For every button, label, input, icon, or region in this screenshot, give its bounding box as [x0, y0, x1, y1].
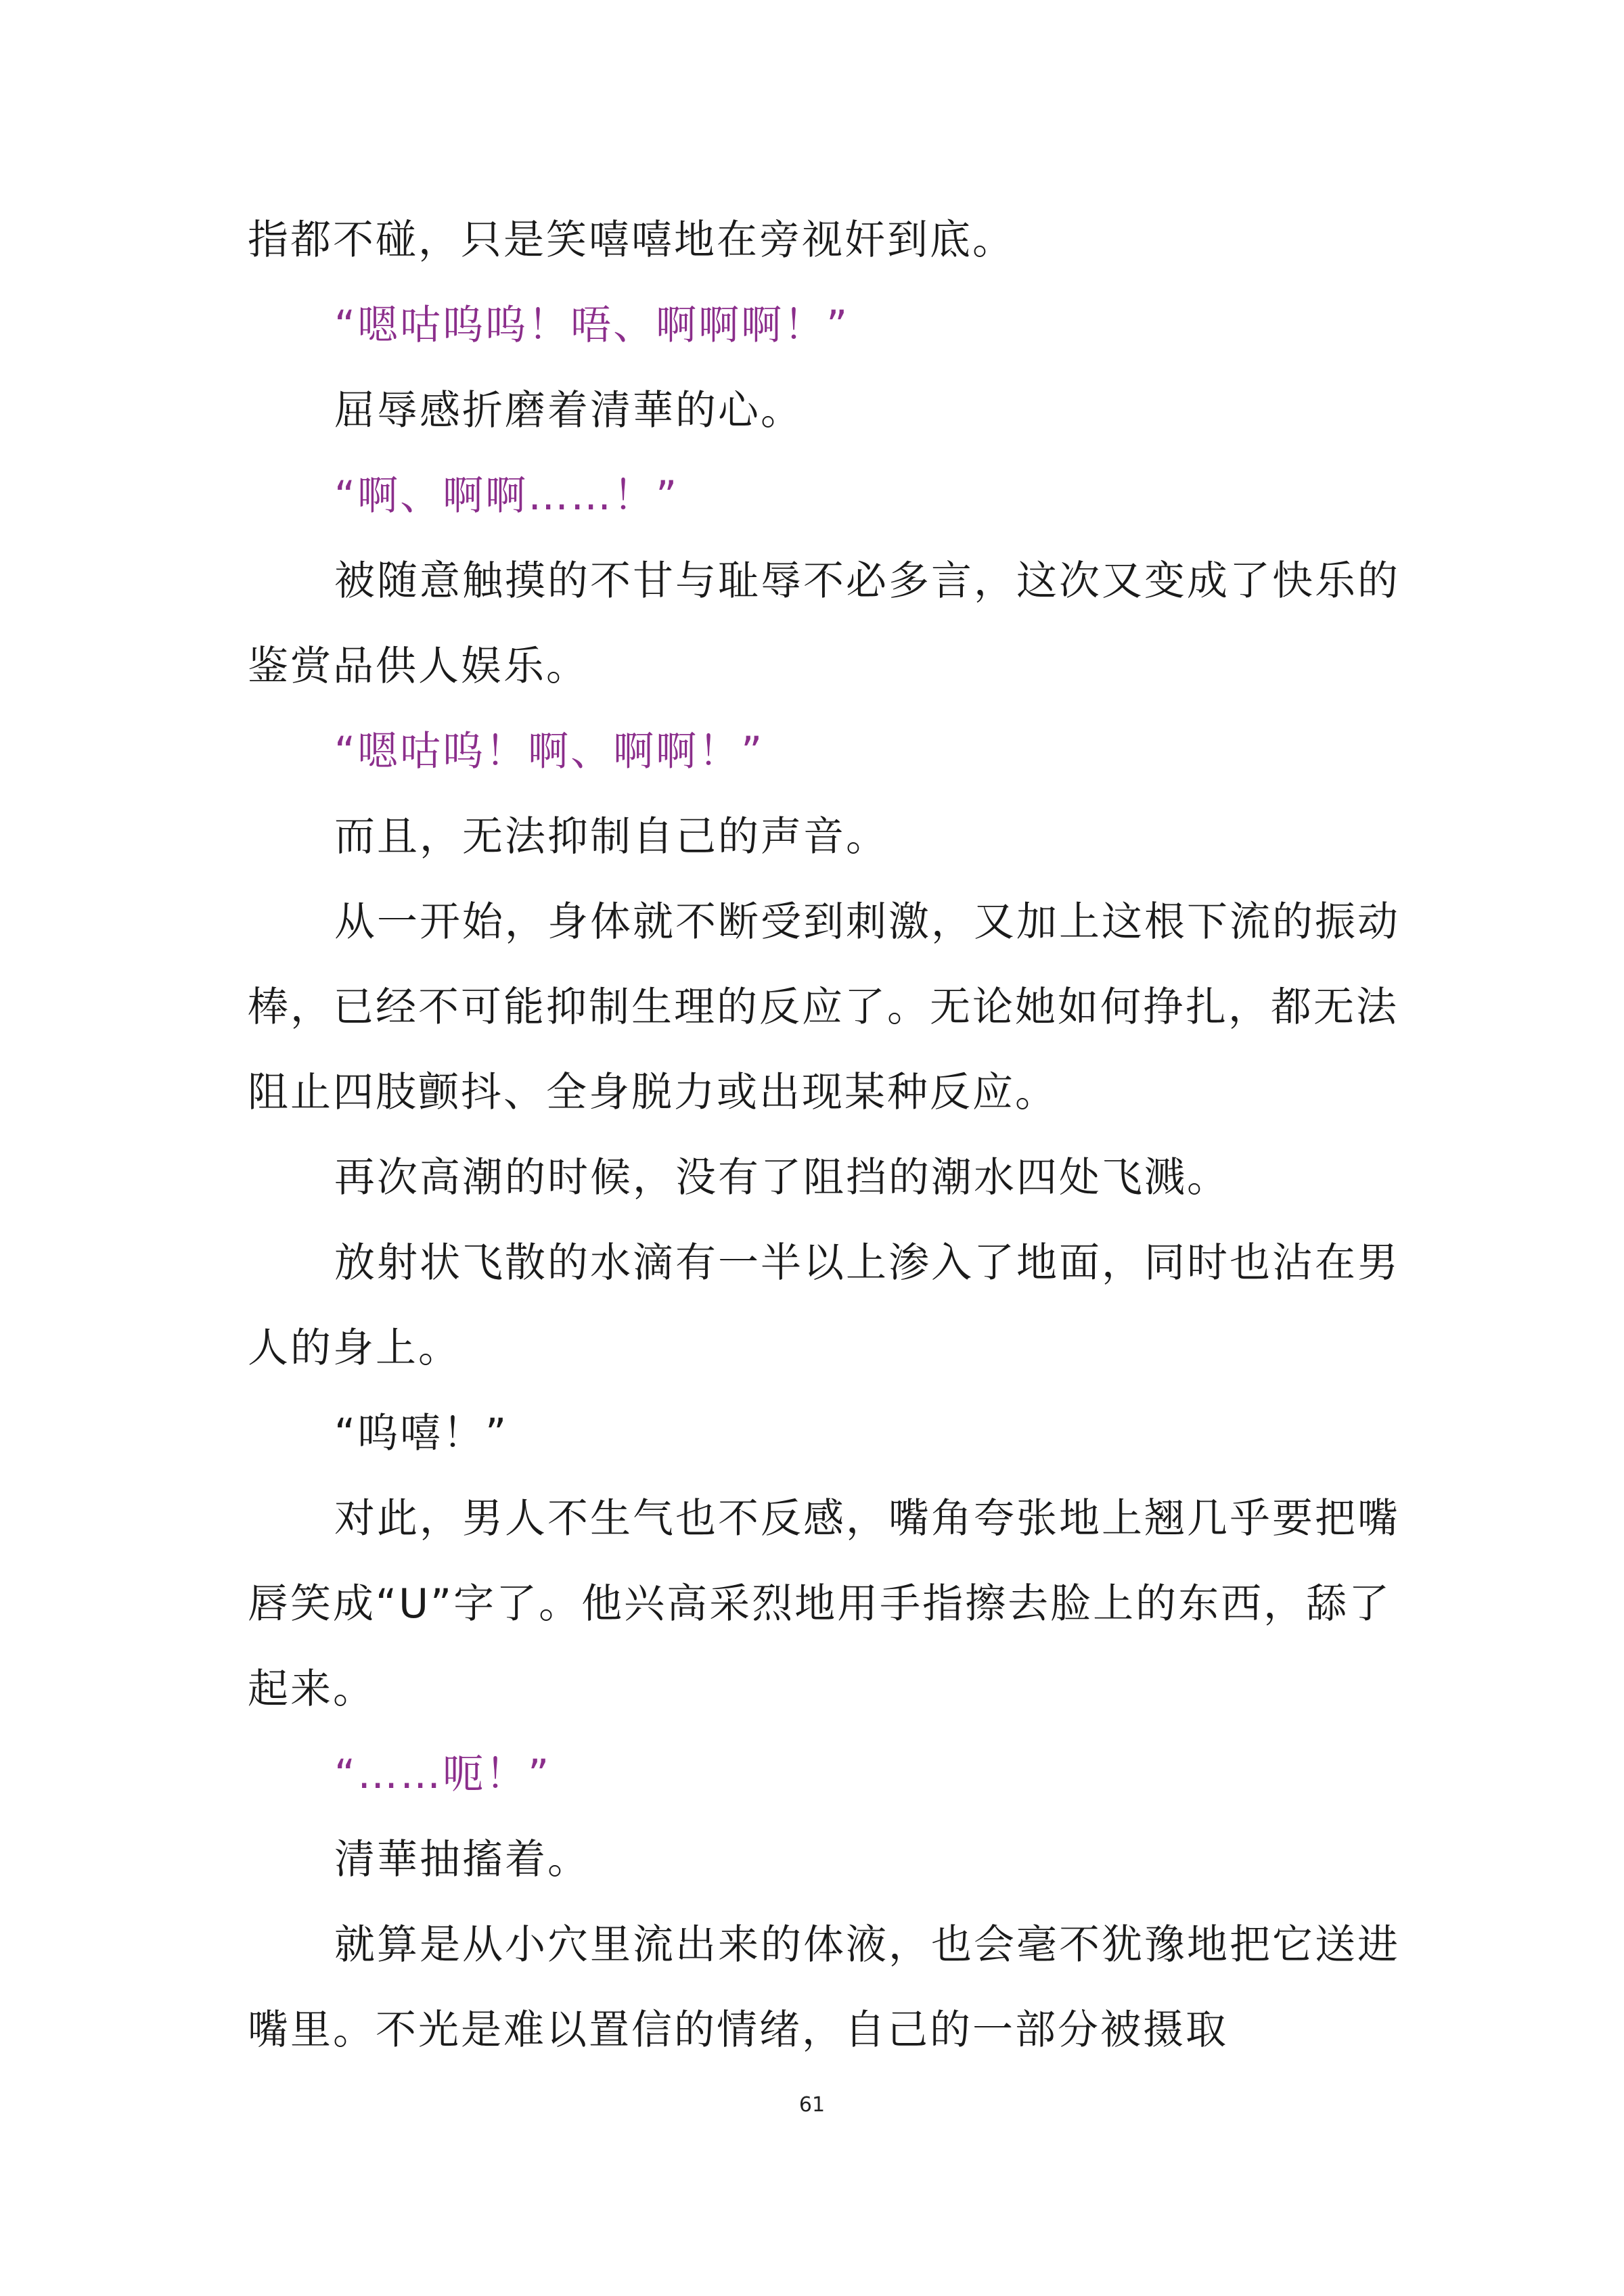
paragraph: 再次高潮的时候，没有了阻挡的潮水四处飞溅。	[334, 1154, 1230, 1201]
paragraph: 屈辱感折磨着清華的心。	[334, 387, 803, 434]
dialogue-line: “啊、啊啊……！”	[334, 472, 679, 520]
paragraph: 放射状飞散的水滴有一半以上渗入了地面，同时也沾在男人的身上。	[248, 1239, 1400, 1372]
dialogue-line: “呜嘻！”	[334, 1410, 509, 1457]
body-text	[248, 198, 1412, 2073]
dialogue-line: “嗯咕呜呜！唔、啊啊啊！”	[334, 302, 850, 349]
paragraph: 就算是从小穴里流出来的体液，也会毫不犹豫地把它送进嘴里。不光是难以置信的情绪，自己的一部分被摄取	[248, 1921, 1400, 2054]
paragraph: 被随意触摸的不甘与耻辱不必多言，这次又变成了快乐的鉴赏品供人娱乐。	[248, 557, 1400, 690]
paragraph: 清華抽搐着。	[334, 1836, 590, 1883]
paragraph: 从一开始，身体就不断受到刺激，又加上这根下流的振动棒，已经不可能抑制生理的反应了。无论她如何挣扎，都无法阻止四肢颤抖、全身脱力或出现某种反应。	[248, 898, 1400, 1116]
dialogue-line: “……呃！”	[334, 1751, 551, 1798]
paragraph: 指都不碰，只是笑嘻嘻地在旁视奸到底。	[248, 216, 1015, 264]
paragraph: 而且，无法抑制自己的声音。	[334, 813, 888, 860]
dialogue-line: “嗯咕呜！啊、啊啊！”	[334, 728, 765, 775]
page-number: 61	[798, 2093, 826, 2117]
paragraph: 对此，男人不生气也不反感，嘴角夸张地上翘几乎要把嘴唇笑成“U”字了。他兴高采烈地用手指擦去脸上的东西，舔了起来。	[248, 1495, 1400, 1713]
